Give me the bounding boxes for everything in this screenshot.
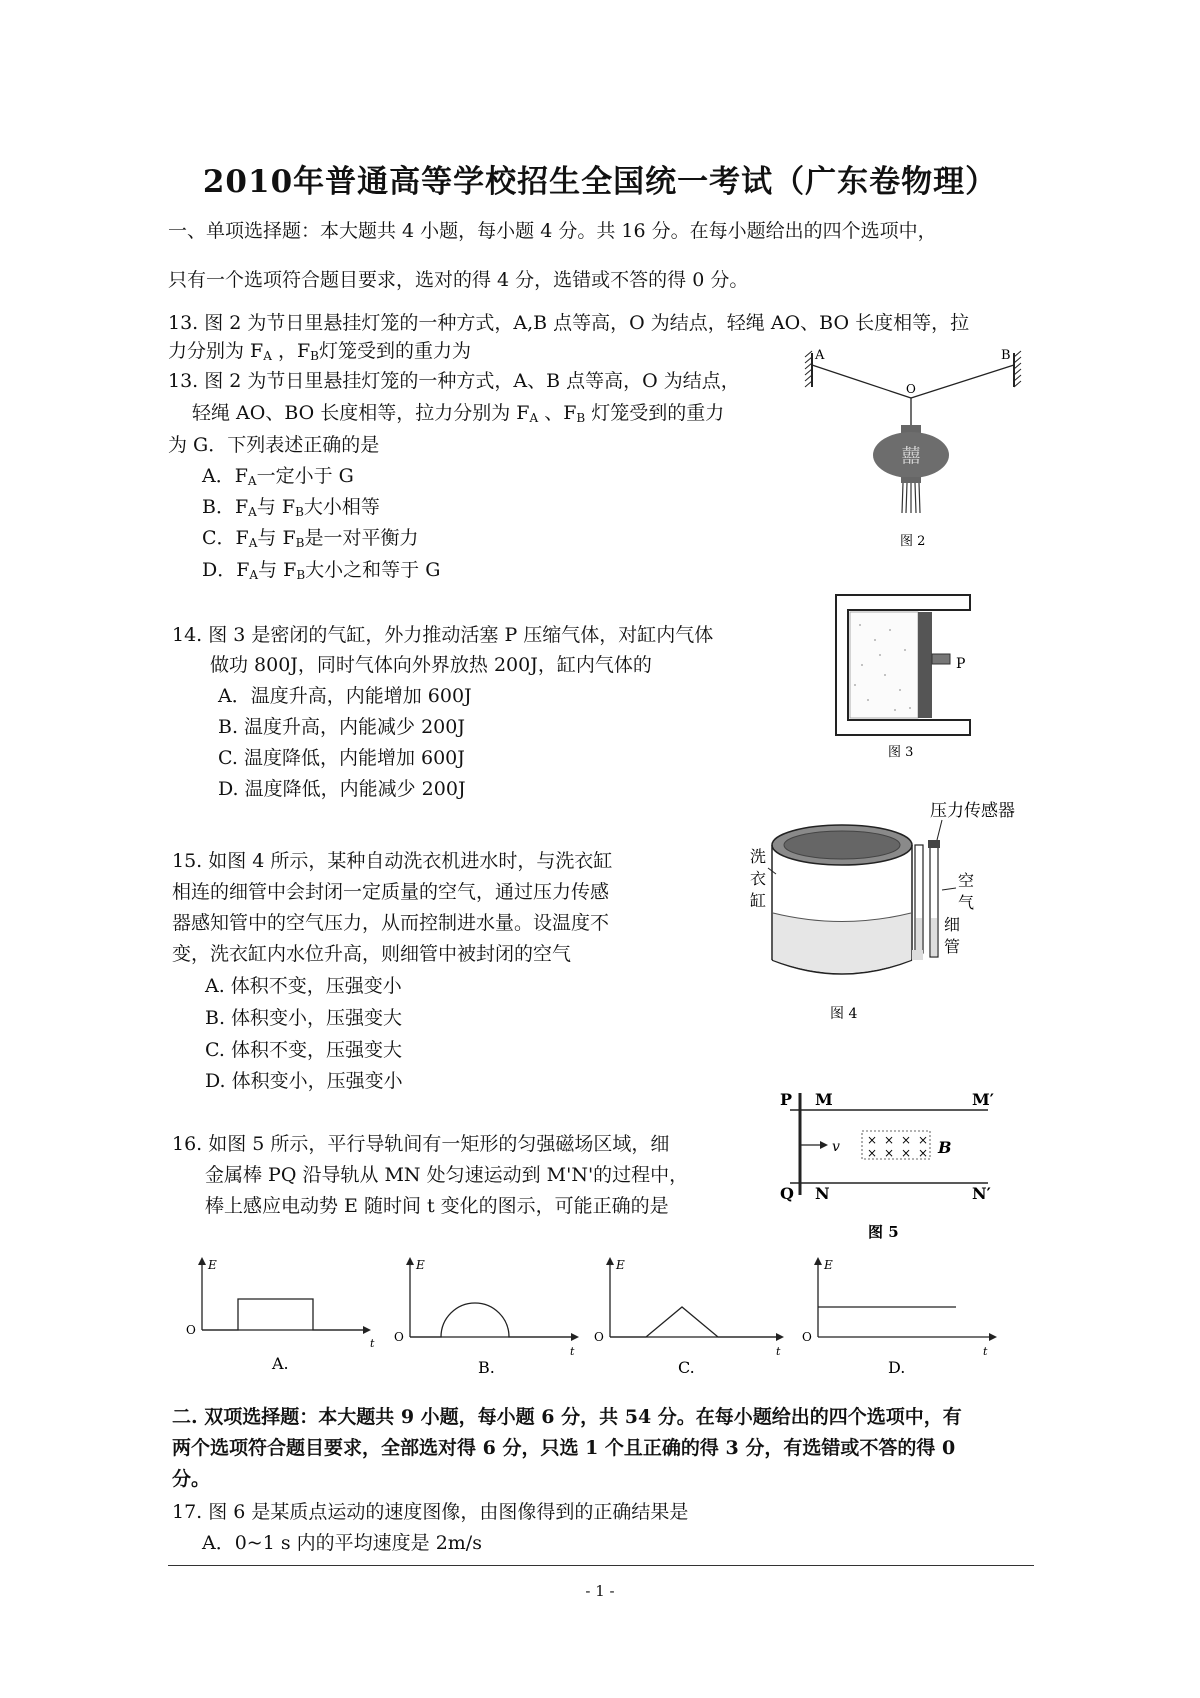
fig4-air-label-2: 气 <box>958 893 975 912</box>
graph-d-t-label: t <box>983 1345 988 1358</box>
graph-b-o-label: O <box>394 1330 404 1344</box>
figure-2-lantern <box>805 345 1035 564</box>
fig5-label-n-prime: N′ <box>972 1184 991 1203</box>
q15-option-a: A. 体积不变，压强变小 <box>205 975 402 997</box>
graph-b-label: B. <box>478 1358 495 1377</box>
fig4-tub-label-3: 缸 <box>750 891 767 910</box>
q17-line1: 17. 图 6 是某质点运动的速度图像，由图像得到的正确结果是 <box>172 1501 689 1523</box>
figure-3-cylinder <box>830 590 1010 774</box>
q14-option-c: C. 温度降低，内能增加 600J <box>218 747 465 769</box>
q15-line4: 变，洗衣缸内水位升高，则细管中被封闭的空气 <box>172 943 572 965</box>
fig5-label-v: v <box>832 1139 840 1155</box>
q13-option-a: A．$F_A$一定小于 G <box>202 465 354 488</box>
svg-text:×: × <box>884 1146 895 1160</box>
fig3-label-p: P <box>956 656 966 672</box>
graph-b-e-label: E <box>416 1258 425 1272</box>
fig2-label-b: B <box>1001 348 1011 363</box>
fig5-cross-3: × <box>901 1133 912 1147</box>
svg-text:×: × <box>867 1146 878 1160</box>
graph-c-t-label: t <box>776 1345 781 1358</box>
fig5-label-b: B <box>938 1138 952 1157</box>
graph-c-e-label: E <box>616 1258 625 1272</box>
graph-option-d <box>796 1255 1006 1384</box>
fig5-cross-4: × <box>918 1133 929 1147</box>
fig2-caption: 图 2 <box>900 534 926 549</box>
section1-line2: 只有一个选项符合题目要求，选对的得 4 分，选错或不答的得 0 分。 <box>168 269 749 291</box>
q14-option-a: A．温度升高，内能增加 600J <box>218 685 472 707</box>
graph-a-o-label: O <box>186 1323 196 1337</box>
q14-option-d: D. 温度降低，内能减少 200J <box>218 778 466 800</box>
fig5-label-q: Q <box>780 1184 794 1203</box>
q14-line2: 做功 800J，同时气体向外界放热 200J，缸内气体的 <box>210 654 652 676</box>
q14-line1: 14. 图 3 是密闭的气缸，外力推动活塞 P 压缩气体，对缸内气体 <box>172 624 714 646</box>
q15-option-d: D. 体积变小，压强变小 <box>205 1070 403 1092</box>
figure-5-rails <box>770 1075 1010 1254</box>
graph-option-c <box>588 1255 788 1384</box>
graph-a-label: A. <box>272 1354 289 1373</box>
fig4-tube-label-2: 管 <box>944 937 961 956</box>
q15-line2: 相连的细管中会封闭一定质量的空气，通过压力传感 <box>172 881 610 903</box>
fig5-label-m-prime: M′ <box>972 1090 994 1109</box>
q15-line3: 器感知管中的空气压力，从而控制进水量。设温度不 <box>172 912 610 934</box>
fig5-label-n: N <box>815 1184 830 1203</box>
q13-option-b: B．$F_A$与 $F_B$大小相等 <box>202 496 380 519</box>
fig4-sensor-label: 压力传感器 <box>930 801 1015 821</box>
graph-a-t-label: t <box>370 1337 375 1350</box>
q16-line1: 16. 如图 5 所示，平行导轨间有一矩形的匀强磁场区域，细 <box>172 1133 670 1155</box>
graph-a-e-label: E <box>208 1258 217 1272</box>
graph-d-o-label: O <box>802 1330 812 1344</box>
fig4-tub-label-2: 衣 <box>750 869 767 888</box>
section2-line2: 两个选项符合题目要求，全部选对得 6 分，只选 1 个且正确的得 3 分，有选错或不答的得 0 <box>172 1437 956 1459</box>
fig5-label-m: M <box>815 1090 833 1109</box>
graph-b-t-label: t <box>570 1345 575 1358</box>
graph-c-o-label: O <box>594 1330 604 1344</box>
fig4-air-label-1: 空 <box>958 871 975 890</box>
fig4-tube-label-1: 细 <box>944 915 961 934</box>
page-title: 2010年普通高等学校招生全国统一考试（广东卷物理） <box>202 164 998 200</box>
q14-option-b: B. 温度升高，内能减少 200J <box>218 716 465 738</box>
svg-text:×: × <box>918 1146 929 1160</box>
q16-line2: 金属棒 PQ 沿导轨从 MN 处匀速运动到 M'N'的过程中， <box>205 1164 689 1186</box>
q13-option-c: C．$F_A$与 $F_B$是一对平衡力 <box>202 527 419 550</box>
graph-option-a <box>180 1255 380 1384</box>
svg-text:×: × <box>901 1146 912 1160</box>
figure-4-washing-machine <box>730 790 1015 1034</box>
graph-c-label: C. <box>678 1358 695 1377</box>
q13-line2: 轻绳 AO、BO 长度相等，拉力分别为 $F_A$ 、$F_B$ 灯笼受到的重力 <box>192 402 725 425</box>
section2-line1: 二. 双项选择题：本大题共 9 小题，每小题 6 分，共 54 分。在每小题给出的四个选项中，有 <box>172 1406 962 1428</box>
fig3-caption: 图 3 <box>888 745 914 760</box>
section2-line3: 分。 <box>172 1468 211 1490</box>
fig4-caption: 图 4 <box>830 1006 858 1022</box>
page-number: - 1 - <box>585 1582 615 1600</box>
graph-d-label: D. <box>888 1358 906 1377</box>
svg-text:囍: 囍 <box>901 445 921 467</box>
q16-line3: 棒上感应电动势 E 随时间 t 变化的图示，可能正确的是 <box>205 1195 669 1217</box>
q13-line3: 为 G．下列表述正确的是 <box>168 434 380 456</box>
fig5-caption: 图 5 <box>868 1223 899 1241</box>
graph-option-b <box>388 1255 588 1384</box>
q13-dup-line2: 力分别为 $F_A$ ，$F_B$灯笼受到的重力为 <box>168 340 471 363</box>
fig2-label-o: O <box>906 382 916 396</box>
q13-option-d: D．$F_A$与 $F_B$大小之和等于 G <box>202 559 441 582</box>
fig5-cross-2: × <box>884 1133 895 1147</box>
q13-line1: 13. 图 2 为节日里悬挂灯笼的一种方式，A、B 点等高，O 为结点， <box>168 370 740 392</box>
q15-line1: 15. 如图 4 所示，某种自动洗衣机进水时，与洗衣缸 <box>172 850 613 872</box>
graph-d-e-label: E <box>824 1258 833 1272</box>
q13-dup-line1: 13. 图 2 为节日里悬挂灯笼的一种方式，A,B 点等高，O 为结点，轻绳 AO、BO 长度相等，拉 <box>168 312 970 334</box>
q15-option-c: C. 体积不变，压强变大 <box>205 1039 402 1061</box>
fig5-cross-1: × <box>867 1133 878 1147</box>
footer-rule <box>168 1565 1034 1566</box>
fig5-label-p: P <box>780 1090 793 1109</box>
section1-line1: 一、单项选择题：本大题共 4 小题，每小题 4 分。共 16 分。在每小题给出的四个选项中， <box>168 220 937 242</box>
q15-option-b: B. 体积变小，压强变大 <box>205 1007 403 1029</box>
fig4-tub-label-1: 洗 <box>750 847 767 866</box>
fig2-label-a: A <box>815 348 825 363</box>
q17-option-a: A．0~1 s 内的平均速度是 2m/s <box>202 1532 482 1554</box>
